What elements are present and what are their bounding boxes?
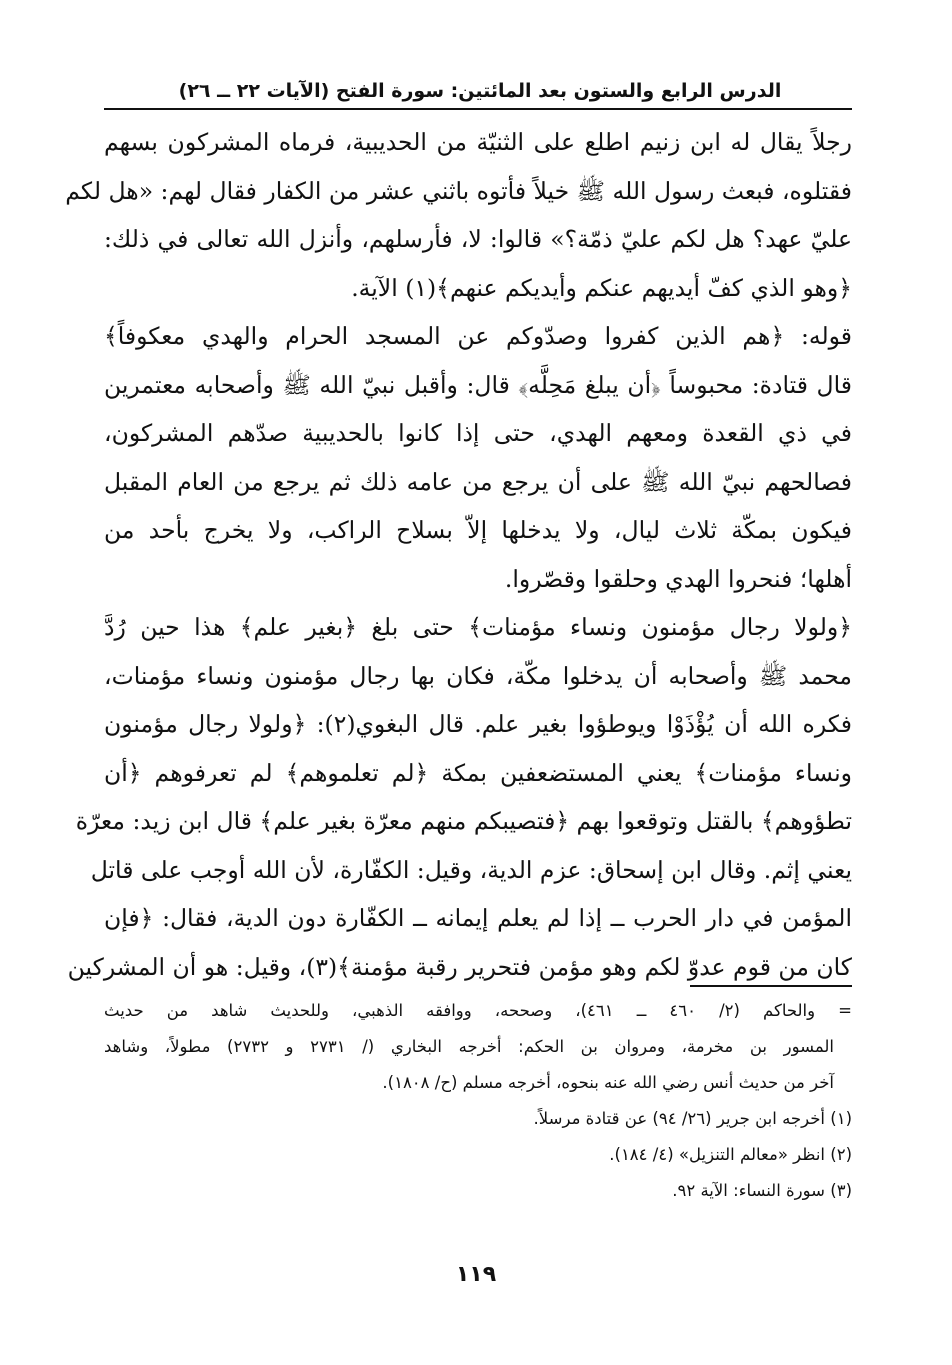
header-divider xyxy=(104,108,852,110)
text-line: تطؤوهم﴾ بالقتل وتوقعوا بهم ﴿فتصيبكم منهم معرّة بغير علم﴾ قال ابن زيد: معرّة xyxy=(75,807,852,835)
running-header: الدرس الرابع والستون بعد المائتين: سورة الفتح (الآيات ٢٢ ــ ٢٦) xyxy=(178,80,782,102)
footnote-continuation-line: آخر من حديث أنس رضي الله عنه بنحوه، أخرجه مسلم (ح/ ١٨٠٨). xyxy=(382,1073,834,1092)
text-line: ونساء مؤمنات﴾ يعني المستضعفين بمكة ﴿لم تعلموهم﴾ لم تعرفوهم ﴿أن xyxy=(104,758,852,787)
text-line: ﴿وهو الذي كفّ أيديهم عنكم وأيديكم عنهم﴾(١) الآية. xyxy=(351,273,852,302)
text-line: ﴿ولولا رجال مؤمنون ونساء مؤمنات﴾ حتى بلغ ﴿بغير علم﴾ هذا حين رُدَّ xyxy=(104,613,852,641)
footnote-continuation-line: المسور بن مخرمة، ومروان بن الحكم: أخرجه البخاري (/ ٢٧٣١ و ٢٧٣٢) مطولاً، وشاهد xyxy=(104,1037,834,1056)
text-line: عليّ عهد؟ هل لكم عليّ ذمّة؟» قالوا: لا، فأرسلهم، وأنزل الله تعالى في ذلك: xyxy=(104,225,852,253)
text-line: فيكون بمكّة ثلاث ليال، ولا يدخلها إلاّ بسلاح الراكب، ولا يخرج بأحد من xyxy=(104,516,852,544)
text-line: في ذي القعدة ومعهم الهدي، حتى إذا كانوا بالحديبية صدّهم المشركون، xyxy=(104,419,852,447)
text-line: قوله: ﴿هم الذين كفروا وصدّوكم عن المسجد الحرام والهدي معكوفاً﴾ xyxy=(104,322,852,350)
text-line: كان من قوم عدوّ لكم وهو مؤمن فتحرير رقبة مؤمنة﴾(٣)، وقيل: هو أن المشركين xyxy=(67,952,852,981)
footnote-continuation-line: = والحاكم (٢/ ٤٦٠ ــ ٤٦١)، وصححه، ووافقه الذهبي، وللحديث شاهد من حديث xyxy=(104,1001,852,1020)
footnote-2: (٢) انظر «معالم التنزيل» (٤/ ١٨٤). xyxy=(609,1145,852,1164)
text-line: يعني إثم. وقال ابن إسحاق: عزم الدية، وقيل: الكفّارة، لأن الله أوجب على قاتل xyxy=(90,855,852,884)
page-number: ١١٩ xyxy=(455,1262,497,1287)
main-text xyxy=(65,118,853,991)
footnote-3: (٣) سورة النساء: الآية ٩٢. xyxy=(672,1181,852,1200)
text-line: فقتلوه، فبعث رسول الله ﷺ خيلاً فأتوه باثني عشر من الكفار فقال لهم: «هل لكم xyxy=(65,176,852,205)
text-line: رجلاً يقال له ابن زنيم اطلع على الثنيّة من الحديبية، فرماه المشركون بسهم xyxy=(104,128,852,156)
footnote-divider xyxy=(690,985,852,987)
text-line: أهلها؛ فنحروا الهدي وحلقوا وقصّروا. xyxy=(504,564,852,593)
footnotes xyxy=(104,993,852,1209)
text-line: محمد ﷺ وأصحابه أن يدخلوا مكّة، فكان بها رجال مؤمنون ونساء مؤمنات، xyxy=(104,661,852,690)
text-line: قال قتادة: محبوساً ﴿أن يبلغ مَحِلَّه﴾ قال: وأقبل نبيّ الله ﷺ وأصحابه معتمرين xyxy=(104,370,852,399)
text-line: فصالحهم نبيّ الله ﷺ على أن يرجع من عامه ذلك ثم يرجع من العام المقبل xyxy=(104,467,852,496)
footnote-1: (١) أخرجه ابن جرير (٢٦/ ٩٤) عن قتادة مرسلاً. xyxy=(533,1109,852,1128)
text-line: فكره الله أن يُؤْذَوْا ويوطؤوا بغير علم. قال البغوي(٢): ﴿ولولا رجال مؤمنون xyxy=(104,710,853,738)
text-line: المؤمن في دار الحرب ــ إذا لم يعلم إيمانه ــ الكفّارة دون الدية، فقال: ﴿فإن xyxy=(104,904,852,932)
